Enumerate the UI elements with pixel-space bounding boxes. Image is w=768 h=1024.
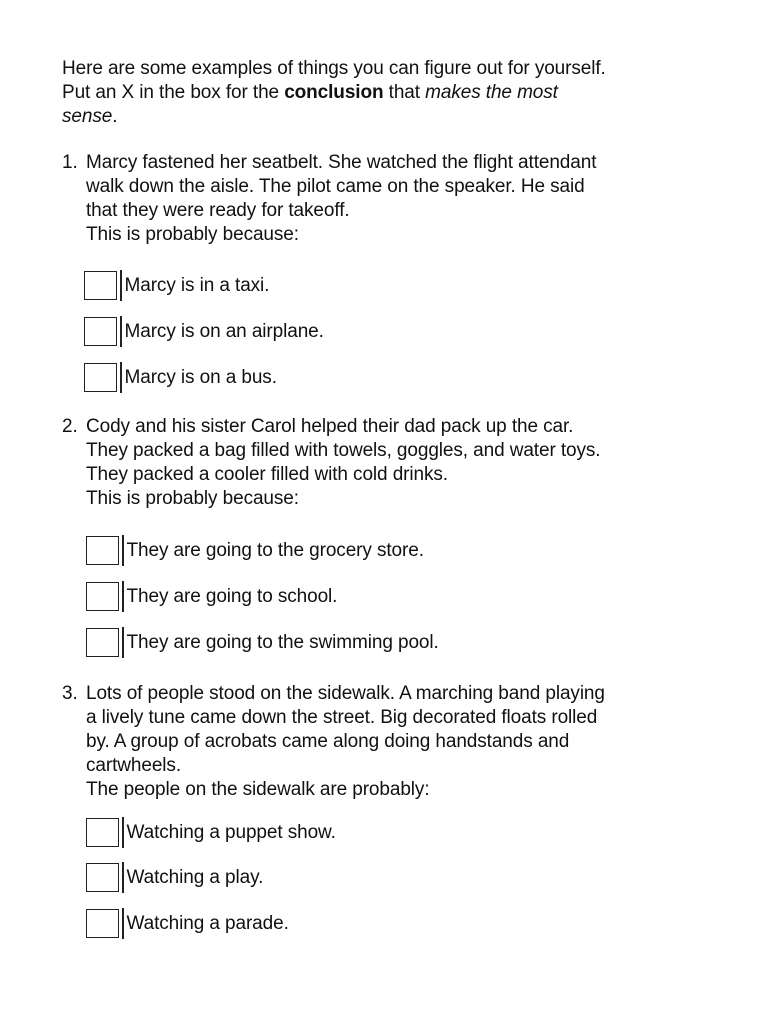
question-line: Marcy fastened her seatbelt. She watched the flight attendant: [86, 152, 597, 173]
instructions-text: that: [383, 82, 426, 103]
option-divider: [120, 316, 122, 347]
answer-checkbox[interactable]: [84, 363, 117, 392]
question-text: [86, 415, 742, 511]
instructions-italic: sense: [62, 106, 113, 127]
option-label: They are going to the swimming pool.: [126, 631, 439, 653]
option-1a[interactable]: [84, 270, 269, 301]
option-divider: [122, 627, 124, 658]
instructions-text: .: [112, 106, 118, 127]
question-line: They packed a bag filled with towels, goggles, and water toys.: [86, 440, 601, 461]
question-number: 2.: [62, 416, 78, 437]
instructions-italic: makes the most: [425, 82, 558, 103]
option-3c[interactable]: [86, 908, 289, 939]
instructions: [62, 57, 722, 129]
answer-checkbox[interactable]: [84, 317, 117, 346]
option-1c[interactable]: [84, 362, 277, 393]
question-line: Lots of people stood on the sidewalk. A marching band playing: [86, 683, 605, 704]
answer-checkbox[interactable]: [86, 628, 119, 657]
option-3b[interactable]: [86, 862, 263, 893]
option-divider: [122, 908, 124, 939]
question-number: 3.: [62, 683, 78, 704]
option-1b[interactable]: [84, 316, 324, 347]
option-divider: [122, 862, 124, 893]
option-2b[interactable]: [86, 581, 337, 612]
option-label: Watching a puppet show.: [126, 821, 336, 843]
instructions-line-3: [62, 105, 722, 129]
instructions-text: Put an X in the box for the: [62, 82, 285, 103]
option-divider: [122, 535, 124, 566]
question-text: [86, 151, 742, 247]
question-line: cartwheels.: [86, 755, 181, 776]
option-divider: [122, 581, 124, 612]
answer-checkbox[interactable]: [86, 818, 119, 847]
option-divider: [120, 270, 122, 301]
question-number: 1.: [62, 152, 78, 173]
answer-checkbox[interactable]: [86, 863, 119, 892]
option-label: Marcy is in a taxi.: [124, 274, 270, 296]
answer-checkbox[interactable]: [84, 271, 117, 300]
instructions-line-2: [62, 81, 722, 105]
question-3: [62, 682, 742, 802]
option-3a[interactable]: [86, 817, 336, 848]
instructions-bold-conclusion: conclusion: [284, 82, 384, 103]
option-label: Watching a play.: [126, 866, 264, 888]
option-label: Watching a parade.: [126, 912, 289, 934]
answer-checkbox[interactable]: [86, 536, 119, 565]
question-line: that they were ready for takeoff.: [86, 200, 350, 221]
option-label: Marcy is on a bus.: [124, 366, 277, 388]
question-line: by. A group of acrobats came along doing handstands and: [86, 731, 570, 752]
question-2: [62, 415, 742, 511]
question-line: They packed a cooler filled with cold drinks.: [86, 464, 448, 485]
question-line: This is probably because:: [86, 224, 299, 245]
option-label: Marcy is on an airplane.: [124, 320, 324, 342]
answer-checkbox[interactable]: [86, 582, 119, 611]
question-line: Cody and his sister Carol helped their dad pack up the car.: [86, 416, 574, 437]
question-line: This is probably because:: [86, 488, 299, 509]
option-divider: [120, 362, 122, 393]
question-text: [86, 682, 742, 802]
question-line: The people on the sidewalk are probably:: [86, 779, 430, 800]
option-label: They are going to school.: [126, 585, 338, 607]
question-1: [62, 151, 742, 247]
option-label: They are going to the grocery store.: [126, 539, 424, 561]
option-divider: [122, 817, 124, 848]
option-2c[interactable]: [86, 627, 439, 658]
instructions-line-1: Here are some examples of things you can figure out for yourself.: [62, 58, 606, 79]
answer-checkbox[interactable]: [86, 909, 119, 938]
option-2a[interactable]: [86, 535, 424, 566]
question-line: a lively tune came down the street. Big decorated floats rolled: [86, 707, 598, 728]
question-line: walk down the aisle. The pilot came on the speaker. He said: [86, 176, 585, 197]
